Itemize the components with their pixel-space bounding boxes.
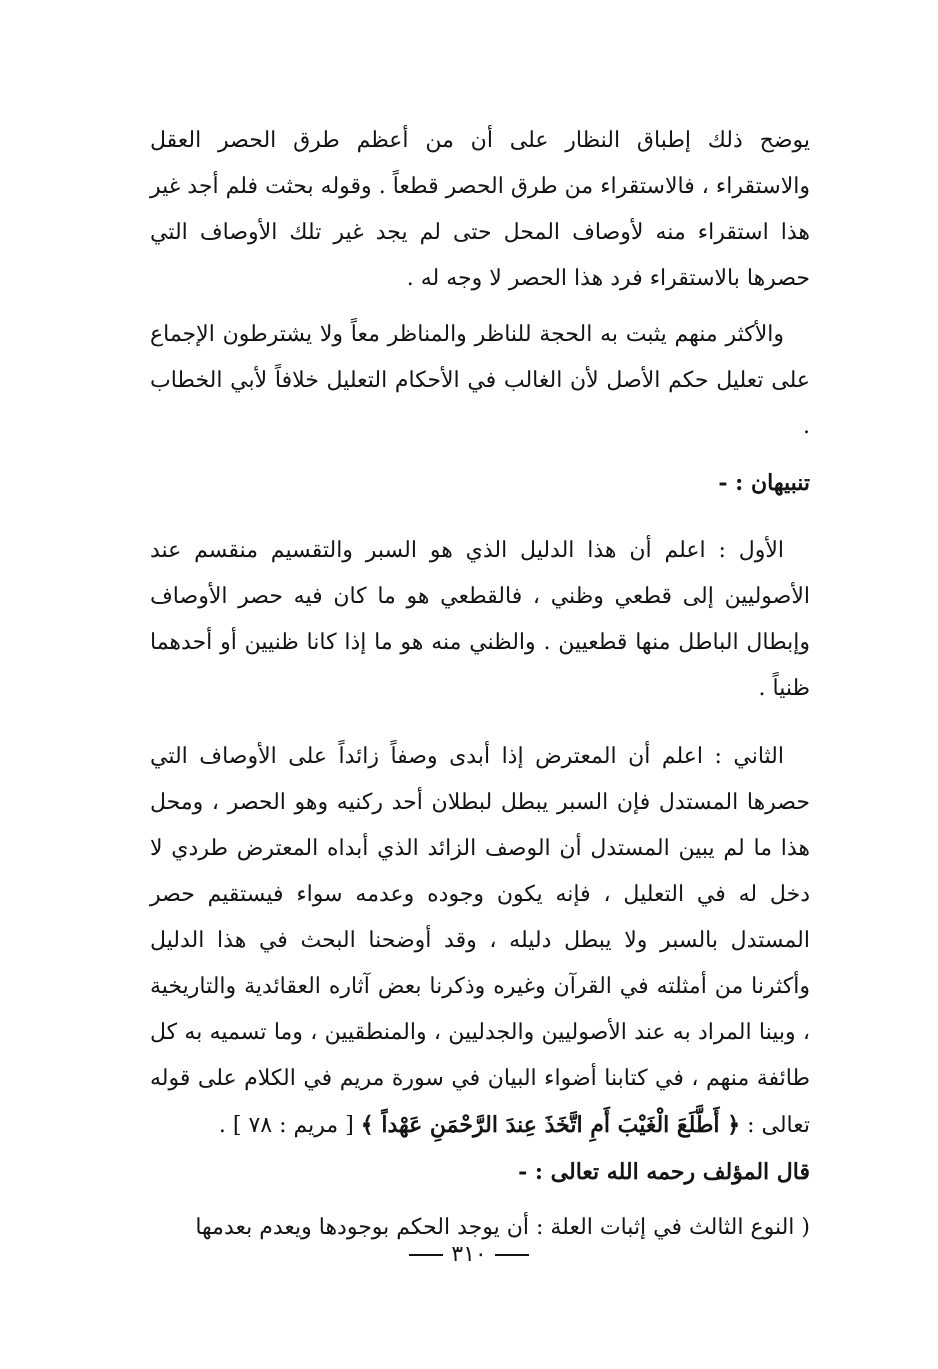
heading-author-said: قال المؤلف رحمه الله تعالى : - [518, 1159, 810, 1185]
paragraph-2: والأكثر منهم يثبت به الحجة للناظر والمناظر معاً ولا يشترطون الإجماع على تعليل حكم الأصل لأن الغالب في الأحكام التعليل خلافاً لأبي الخطاب . [150, 322, 810, 439]
footer-dash-right [495, 1254, 529, 1256]
page-number-footer [0, 1242, 938, 1267]
paragraph-1: يوضح ذلك إطباق النظار على أن من أعظم طرق الحصر العقل والاستقراء ، فالاستقراء من طرق الحصر قطعاً . وقوله بحثت فلم أجد غير هذا استقراء منه لأوصاف المحل حتى لم يجد غير تلك الأوصاف التي حصرها بالاستقراء فرد هذا الحصر لا وجه له . [150, 128, 810, 291]
paragraph-5: ( النوع الثالث في إثبات العلة : أن يوجد الحكم بوجودها ويعدم بعدمها [195, 1215, 810, 1240]
paragraph-4-text: الثاني : اعلم أن المعترض إذا أبدى وصفاً زائداً على الأوصاف التي حصرها المستدل فإن السبر يبطل لبطلان أحد ركنيه وهو الحصر ، ومحل هذا ما لم يبين المستدل أن الوصف الزائد الذي أبداه المعترض طردي لا دخل له في التعليل ، فإنه يكون وجوده وعدمه سواء فيستقيم حصر المستدل بالسبر ولا يبطل دليله ، وقد أوضحنا البحث في هذا الدليل وأكثرنا من أمثلته في القرآن وغيره وذكرنا بعض آثاره العقائدية والتاريخية ، وبينا المراد به عند الأصوليين والجدليين ، والمنطقيين ، وما تسميه به كل طائفة منهم ، في كتابنا أضواء البيان في سورة مريم في الكلام على قوله تعالى : [150, 744, 810, 1138]
quran-reference: [ مريم : ٧٨ ] . [218, 1113, 354, 1138]
paragraph-3: الأول : اعلم أن هذا الدليل الذي هو السبر والتقسيم منقسم عند الأصوليين إلى قطعي وظني ، فالقطعي هو ما كان فيه حصر الأوصاف وإبطال الباطل منها قطعيين . والظني منه هو ما إذا كانا ظنيين أو أحدهما ظنياً . [150, 538, 810, 701]
heading-tanbihan: تنبيهان : - [718, 470, 810, 496]
footer-dash-left [409, 1254, 443, 1256]
paragraph-4 [150, 734, 810, 1149]
quran-verse: ﴿ أَطَّلَعَ الْغَيْبَ أَمِ اتَّخَذَ عِندَ الرَّحْمَنِ عَهْداً ﴾ [360, 1112, 741, 1138]
page-number: ٣١٠ [451, 1242, 487, 1267]
page-body [150, 118, 810, 1251]
